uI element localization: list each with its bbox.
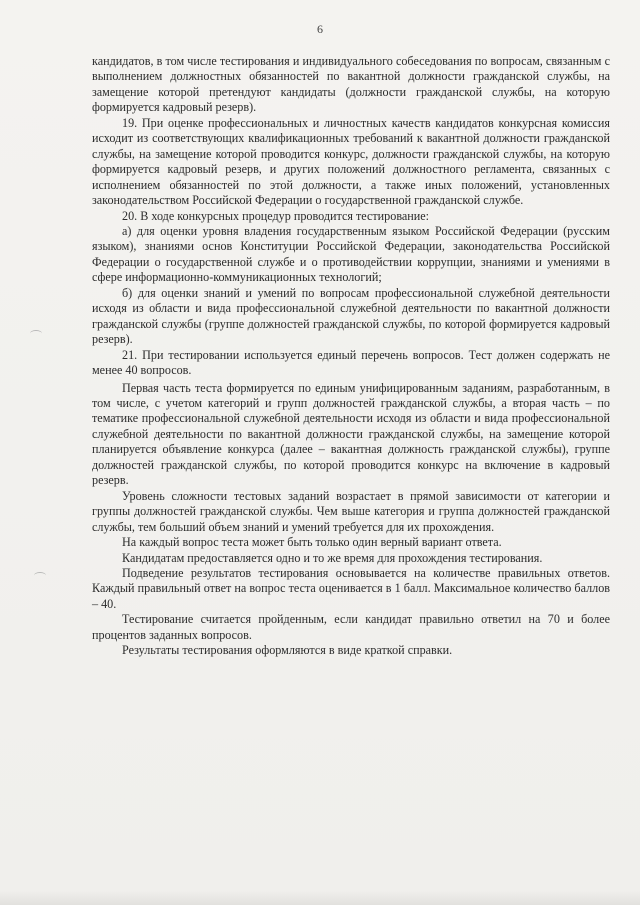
paragraph: 21. При тестировании используется единый перечень вопросов. Тест должен содержать не менее 40 вопросов. — [92, 347, 610, 378]
paragraph: а) для оценки уровня владения государственным языком Российской Федерации (русским языком), знаниями основ Конституции Российской Федерации, законодательства Российской Федерации о государственной службе и о противодействии коррупции, знаниями и умениями в сфере информационно-коммуникационных технологий; — [92, 223, 610, 285]
page-bottom-edge — [0, 891, 640, 905]
paragraph: 20. В ходе конкурсных процедур проводится тестирование: — [122, 208, 430, 223]
paragraph: Тестирование считается пройденным, если кандидат правильно ответил на 70 и более процентов заданных вопросов. — [92, 612, 610, 642]
paragraph: Первая часть теста формируется по единым унифицированным заданиям, разработанным, в том числе, с учетом категорий и групп должностей гражданской службы, а вторая часть – по тематике профессиональной служебной деятельности исходя из области и вида профессиональной служебной деятельности по вакантной должности гражданской службы, на замещение которой планируется объявление конкурса (далее – вакантная должность гражданской службы), группе должностей гражданской службы, по которой проводится конкурс на включение в кадровый резерв. — [92, 380, 610, 488]
paragraph: кандидатов, в том числе тестирования и индивидуального собеседования по вопросам, связанным с выполнением должностных обязанностей по вакантной должности гражданской службы, на замещение которой претендуют кандидаты (должности гражданской службы, на которую формируется кадровый резерв). — [92, 54, 610, 115]
paragraph: Кандидатам предоставляется одно и то же время для прохождения тестирования. — [122, 550, 543, 565]
paragraph: Уровень сложности тестовых заданий возрастает в прямой зависимости от категории и группы должностей гражданской службы. Чем выше категория и группа должностей гражданской службы, тем больший объем знаний и умений требуется для их прохождения. — [92, 488, 610, 534]
binder-hole-mark — [34, 572, 46, 579]
paragraph: На каждый вопрос теста может быть только один верный вариант ответа. — [122, 535, 502, 550]
document-body — [92, 54, 610, 659]
paragraph: Подведение результатов тестирования основывается на количестве правильных ответов. Каждый правильный ответ на вопрос теста оценивается в 1 балл. Максимальное количество баллов – 40. — [92, 565, 610, 611]
paragraph: Результаты тестирования оформляются в виде краткой справки. — [122, 643, 453, 658]
page-number: 6 — [317, 22, 323, 36]
paragraph: 19. При оценке профессиональных и личностных качеств кандидатов конкурсная комиссия исходит из соответствующих квалификационных требований к вакантной должности гражданской службы, на замещение которой проводится конкурс, должности гражданской службы, на которую формируется кадровый резерв, и других положений должностного регламента, связанных с исполнением обязанностей по этой должности, а также иных положений, установленных законодательством Российской Федерации о государственной гражданской службе. — [92, 115, 610, 208]
binder-hole-mark — [30, 330, 42, 337]
paragraph: б) для оценки знаний и умений по вопросам профессиональной служебной деятельности исходя из области и вида профессиональной служебной деятельности по вакантной должности гражданской службы (группе должностей гражданской службы, по которой формируется кадровый резерв). — [92, 285, 610, 347]
